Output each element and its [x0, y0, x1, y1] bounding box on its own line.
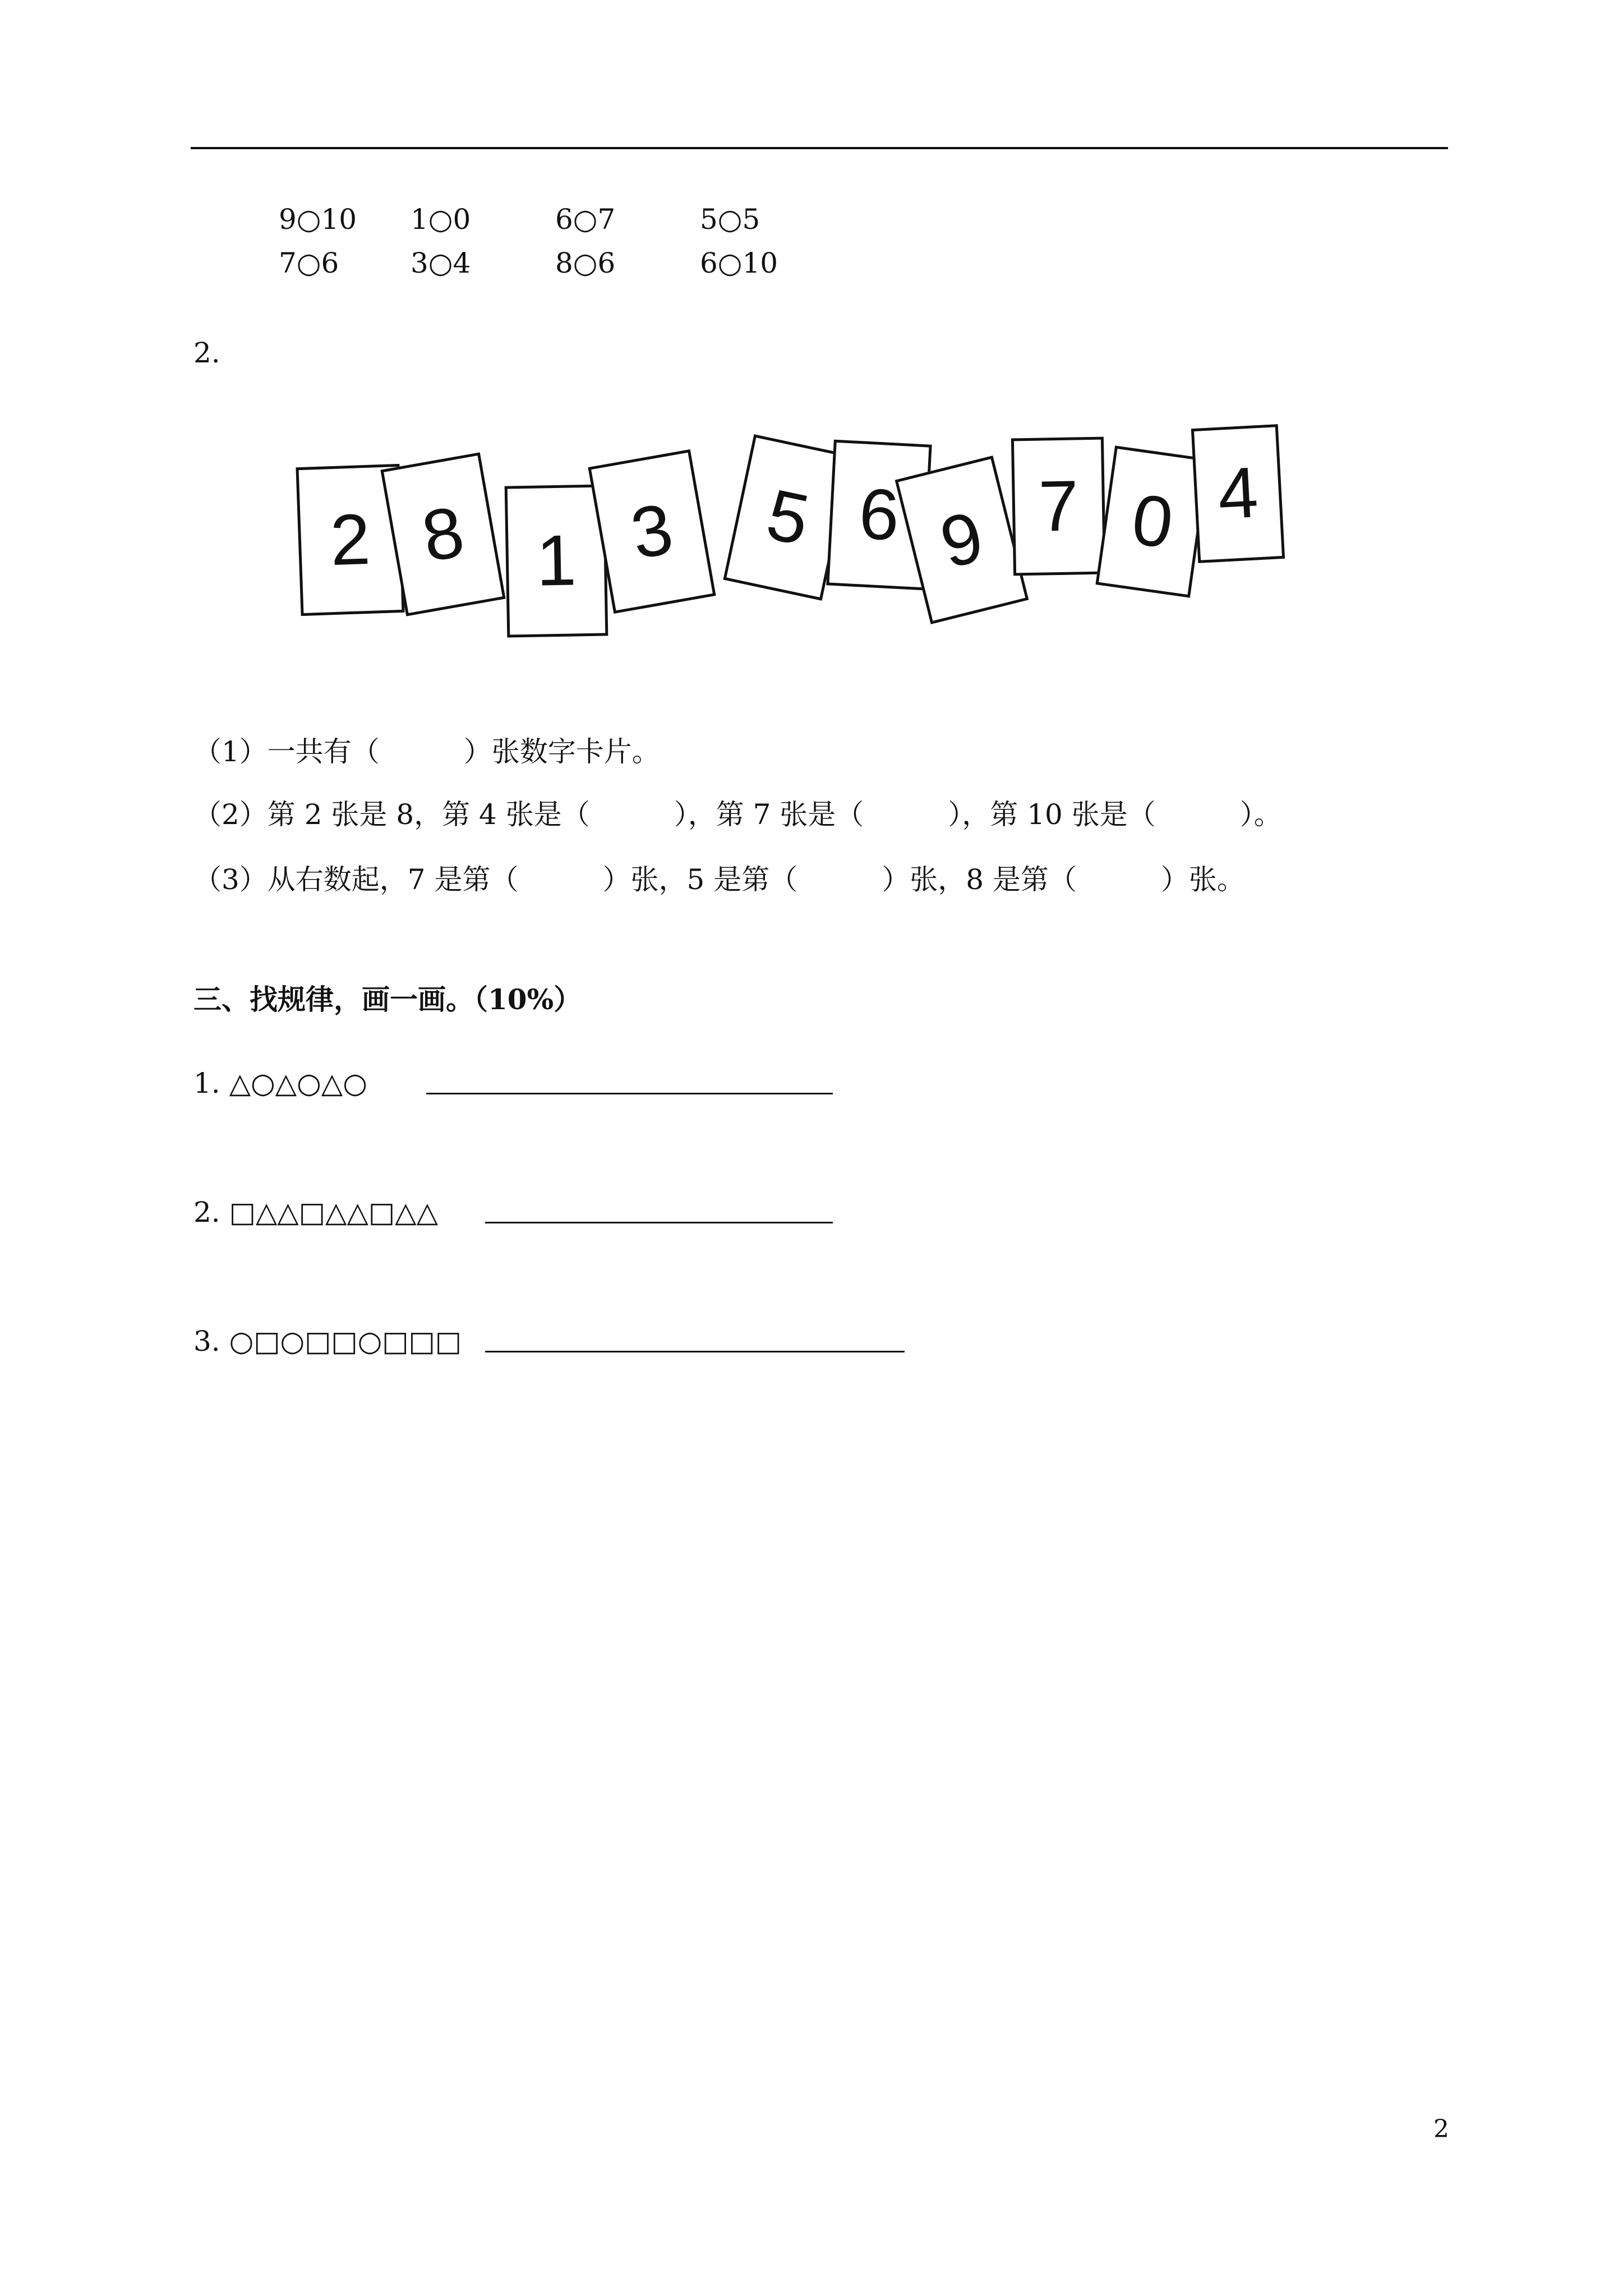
answer-line [426, 1093, 833, 1094]
number-card: 6 [826, 440, 932, 591]
number-card: 2 [296, 464, 404, 616]
compare-item: 8○6 [555, 247, 616, 279]
pattern-item: 2. □△△□△△□△△ [193, 1196, 439, 1228]
pattern-item: 3. ○□○□□○□□□ [193, 1325, 462, 1358]
compare-item: 5○5 [700, 203, 760, 236]
number-card: 0 [1095, 445, 1209, 597]
number-card: 8 [380, 452, 505, 616]
question-2-3: （3）从右数起，7 是第（ ）张，5 是第（ ）张，8 是第（ ）张。 [193, 863, 1245, 896]
pattern-item: 1. △○△○△○ [193, 1067, 367, 1099]
page-number: 2 [1433, 2115, 1449, 2143]
number-card: 3 [588, 449, 716, 614]
number-card: 5 [723, 434, 852, 601]
compare-item: 3○4 [411, 247, 471, 279]
section-heading: 三、找规律，画一画。（10%） [193, 983, 582, 1016]
number-cards-figure [264, 426, 1295, 651]
question-number: 2. [193, 337, 220, 369]
compare-item: 7○6 [279, 247, 339, 279]
answer-line [485, 1351, 905, 1352]
compare-item: 6○10 [700, 247, 778, 279]
number-card: 1 [505, 484, 608, 637]
header-rule [191, 147, 1448, 149]
compare-item: 6○7 [555, 203, 616, 236]
question-2-2: （2）第 2 张是 8，第 4 张是（ ），第 7 张是（ ），第 10 张是（ ）。 [193, 798, 1282, 831]
answer-line [485, 1222, 833, 1223]
number-card: 9 [895, 455, 1029, 624]
compare-item: 9○10 [279, 203, 357, 236]
number-card: 4 [1191, 424, 1285, 563]
compare-item: 1○0 [411, 203, 471, 236]
question-2-1: （1）一共有（ ）张数字卡片。 [193, 735, 660, 768]
number-card: 7 [1011, 437, 1106, 576]
